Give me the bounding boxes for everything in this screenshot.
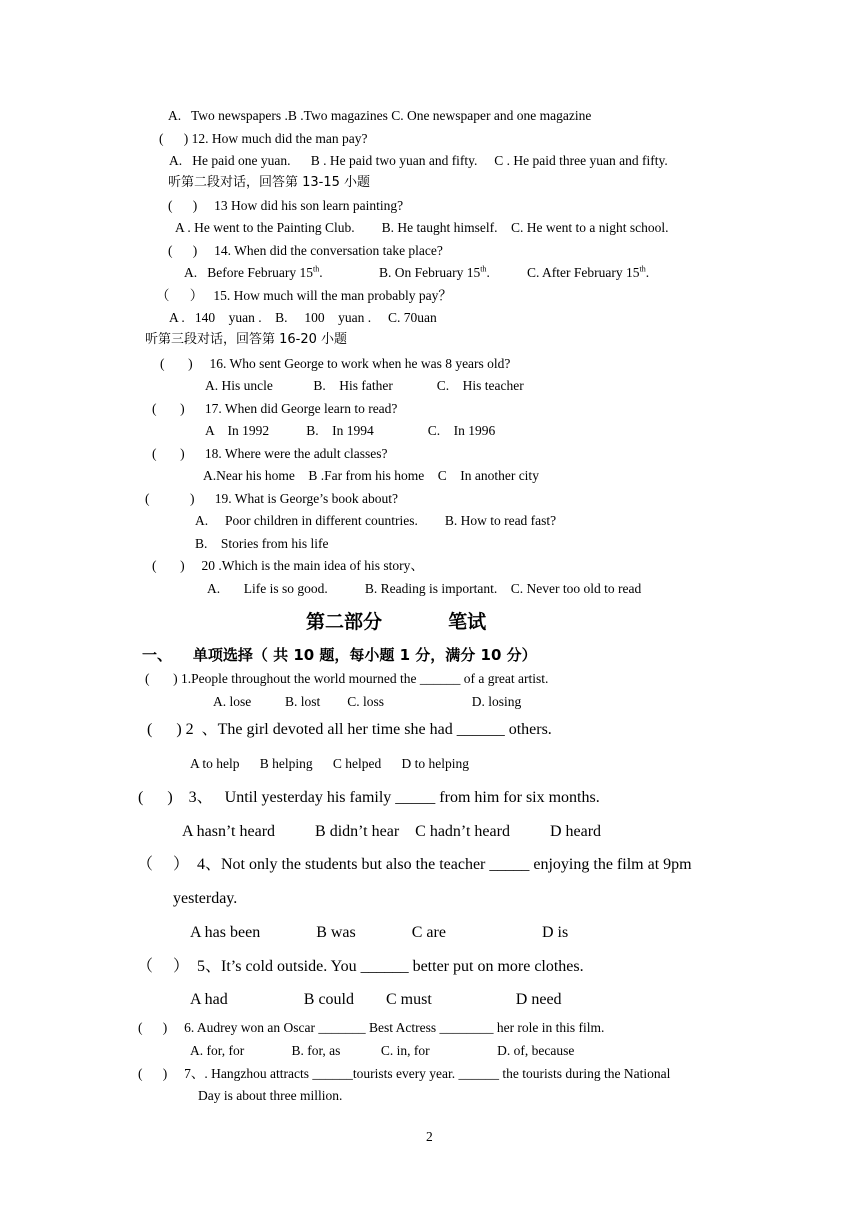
w-q6-question: ( ) 6. Audrey won an Oscar _______ Best Actress ________ her role in this film. bbox=[138, 1020, 605, 1035]
q12-options: A. He paid one yuan. B . He paid two yuan and fifty. C . He paid three yuan and fifty. bbox=[169, 153, 668, 168]
q14-option-a: A. Before February 15th. bbox=[184, 264, 323, 280]
q17-question: ( ) 17. When did George learn to read? bbox=[152, 401, 398, 416]
q16-options: A. His uncle B. His father C. His teacher bbox=[205, 378, 524, 393]
q12-question: ( ) 12. How much did the man pay? bbox=[159, 131, 368, 146]
q14-question: ( ) 14. When did the conversation take place? bbox=[168, 243, 443, 258]
w-q3-question: ( ) 3、 Until yesterday his family _____ from him for six months. bbox=[138, 789, 600, 806]
page-number: 2 bbox=[426, 1129, 433, 1144]
q15-options: A . 140 yuan . B. 100 yuan . C. 70uan bbox=[169, 310, 437, 325]
part3-instruction: 听第三段对话，回答第 16-20 小题 bbox=[145, 332, 348, 347]
part2-instruction: 听第二段对话，回答第 13-15 小题 bbox=[168, 175, 371, 190]
q20-options: A. Life is so good. B. Reading is important. C. Never too old to read bbox=[207, 581, 642, 596]
q19-question: ( ) 19. What is George’s book about? bbox=[145, 491, 398, 506]
w-q4-question-line1: （ ） 4、Not only the students but also the teacher _____ enjoying the film at 9pm bbox=[137, 856, 692, 873]
w-q6-options: A. for, for B. for, as C. in, for D. of, because bbox=[190, 1043, 575, 1058]
q13-question: ( ) 13 How did his son learn painting? bbox=[168, 198, 404, 213]
part-two-title: 第二部分 笔试 bbox=[306, 611, 487, 633]
w-q2-options: A to help B helping C helped D to helping bbox=[190, 756, 469, 771]
w-q5-options: A had B could C must D need bbox=[190, 991, 562, 1008]
q15-question: （ ） 15. How much will the man probably pay？ bbox=[156, 288, 452, 303]
q18-options: A.Near his home B .Far from his home C In another city bbox=[203, 468, 539, 483]
q17-options: A In 1992 B. In 1994 C. In 1996 bbox=[205, 423, 496, 438]
w-q1-question: ( ) 1.People throughout the world mourned the ______ of a great artist. bbox=[145, 671, 549, 686]
w-q4-options: A has been B was C are D is bbox=[190, 924, 569, 941]
w-q3-options: A hasn’t heard B didn’t hear C hadn’t heard D heard bbox=[182, 823, 602, 840]
q16-question: ( ) 16. Who sent George to work when he was 8 years old? bbox=[160, 356, 511, 371]
section-one-title: 一、 单项选择（ 共 10 题，每小题 1 分，满分 10 分） bbox=[142, 646, 537, 664]
w-q2-question: ( ) 2 、The girl devoted all her time she had ______ others. bbox=[147, 721, 552, 738]
q18-question: ( ) 18. Where were the adult classes? bbox=[152, 446, 388, 461]
w-q7-question-line2: Day is about three million. bbox=[198, 1088, 343, 1103]
q14-option-b: B. On February 15th. bbox=[379, 264, 490, 280]
q19-options-line1: A. Poor children in different countries. B. How to read fast? bbox=[195, 513, 557, 528]
q19-options-line2: B. Stories from his life bbox=[195, 536, 329, 551]
w-q1-options: A. lose B. lost C. loss D. losing bbox=[213, 694, 522, 709]
w-q4-question-line2: yesterday. bbox=[173, 890, 238, 907]
q20-question: ( ) 20 .Which is the main idea of his story、 bbox=[152, 558, 424, 573]
q11-options: A. Two newspapers .B .Two magazines C. One newspaper and one magazine bbox=[168, 108, 592, 123]
w-q7-question-line1: ( ) 7、. Hangzhou attracts ______tourists every year. ______ the tourists during the National bbox=[138, 1066, 671, 1081]
w-q5-question: （ ） 5、It’s cold outside. You ______ better put on more clothes. bbox=[137, 958, 584, 975]
q14-option-c: C. After February 15th. bbox=[527, 264, 650, 280]
q13-options: A . He went to the Painting Club. B. He taught himself. C. He went to a night school. bbox=[175, 220, 669, 235]
